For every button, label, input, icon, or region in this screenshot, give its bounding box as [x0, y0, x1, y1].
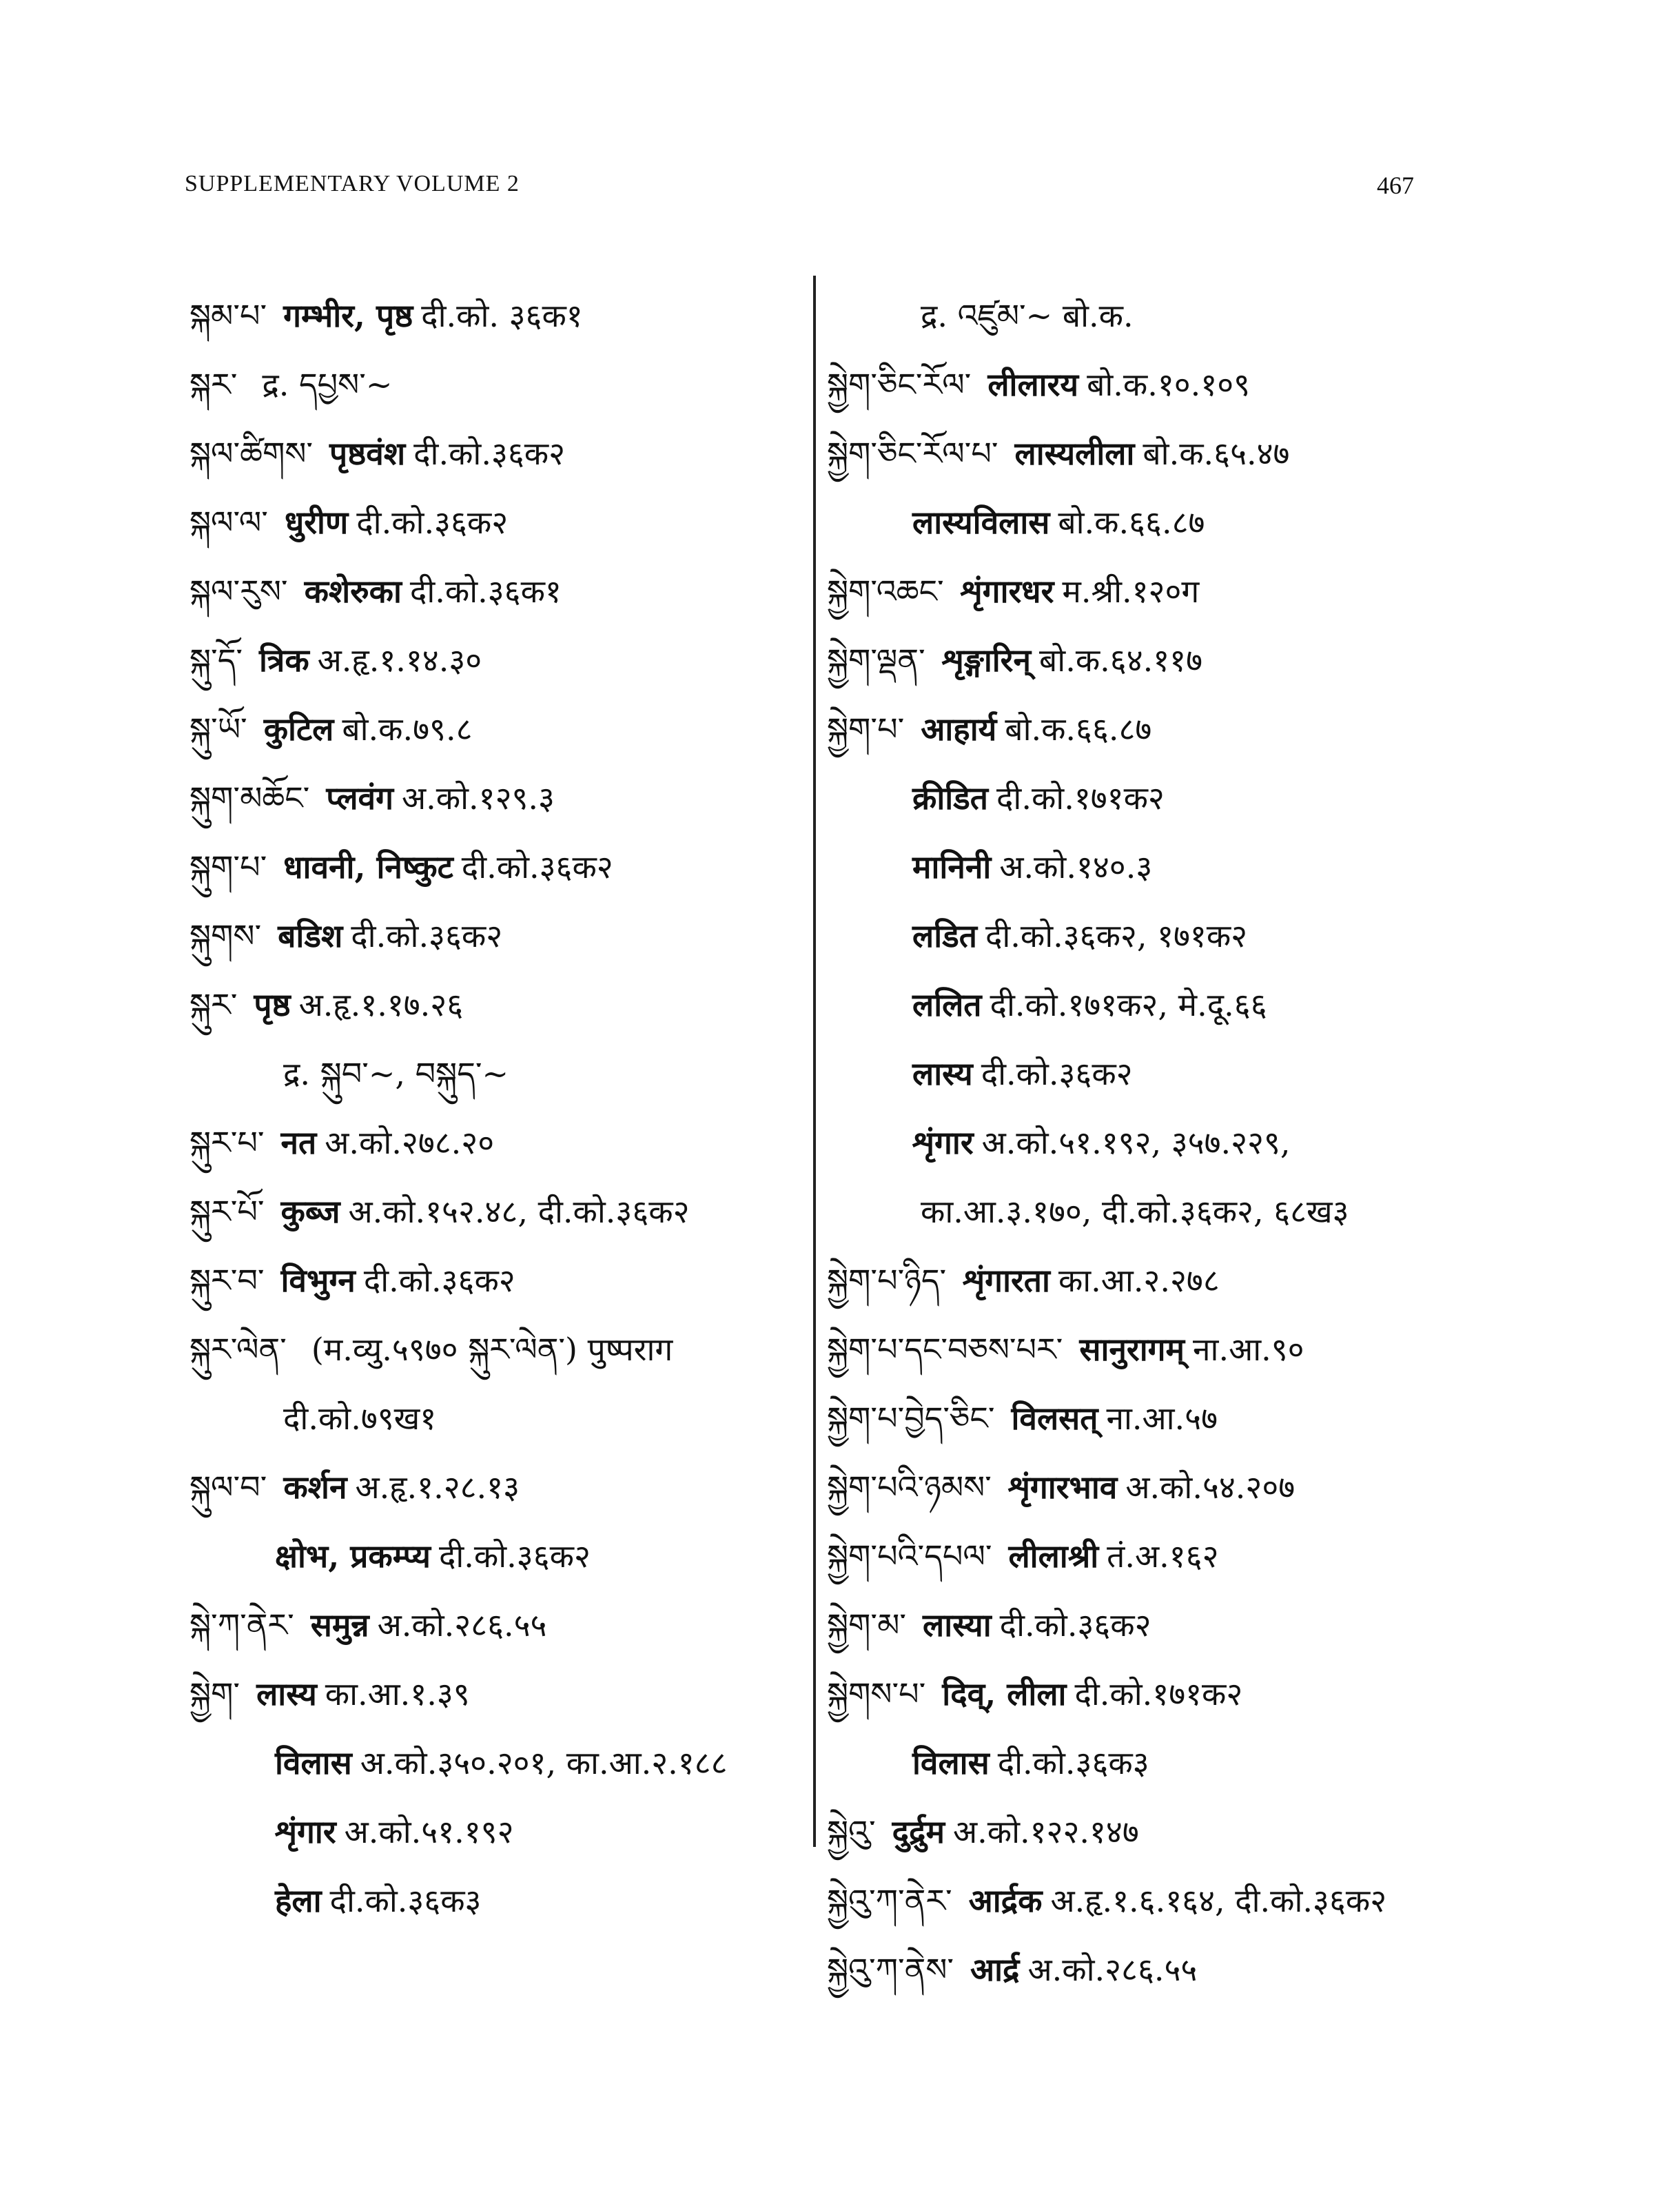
tibetan-headword: སྐལ་ལ་ — [189, 504, 268, 541]
source-reference: म.श्री.१२०ग — [1062, 573, 1200, 610]
tibetan-headword: སྐུར་ — [189, 986, 238, 1023]
source-reference: का.आ.१.३९ — [325, 1675, 470, 1713]
dictionary-entry — [189, 901, 796, 970]
tibetan-headword: སྐར་ — [189, 366, 238, 403]
source-reference: दी.को.१७१क२ — [1074, 1675, 1243, 1713]
source-reference: ना.आ.९० — [1193, 1331, 1304, 1368]
dictionary-entry — [827, 695, 1447, 764]
dictionary-entry — [827, 1384, 1447, 1453]
sanskrit-equivalent: लीलाश्री — [1008, 1537, 1099, 1575]
tibetan-headword: སྐུར་པོ་ — [189, 1193, 265, 1230]
source-reference: दी.को.३६क२ — [461, 848, 613, 886]
dictionary-entry — [189, 1453, 796, 1522]
sanskrit-equivalent: मानिनी — [912, 848, 992, 886]
source-reference: का.आ.२.२७८ — [1058, 1262, 1220, 1299]
source-reference: द्र. སྐུབ་~, བསྐུད་~ — [283, 1055, 509, 1092]
sanskrit-equivalent: धावनी, निष्कुट — [283, 848, 453, 886]
tibetan-headword: སྐུར་པ་ — [189, 1124, 265, 1161]
sanskrit-equivalent: कुब्ज — [280, 1193, 340, 1230]
source-reference: अ.हृ.१.१४.३० — [317, 642, 482, 679]
sanskrit-equivalent: लास्यविलास — [912, 504, 1050, 541]
dictionary-entry — [189, 1522, 796, 1591]
left-column — [189, 281, 796, 1935]
dictionary-entry — [827, 1935, 1447, 2004]
tibetan-headword: སྐྱེའུ་ཀ་ནེས་ — [827, 1951, 954, 1988]
tibetan-headword: སྐྱེག་པའི་ཉམས་ — [827, 1469, 992, 1506]
dictionary-entry — [189, 764, 796, 832]
sanskrit-equivalent: समुन्न — [310, 1606, 369, 1644]
source-reference: अ.को.५१.१९२, ३५७.२२९, — [981, 1124, 1291, 1161]
tibetan-headword: སྐལ་རུས་ — [189, 573, 288, 610]
sanskrit-equivalent: लास्य — [912, 1055, 973, 1092]
dictionary-entry — [189, 419, 796, 488]
source-reference: बो.क.१०.१०९ — [1087, 366, 1251, 403]
dictionary-entry — [189, 695, 796, 764]
source-reference: दी.को.७९ख१ — [283, 1400, 437, 1437]
sanskrit-equivalent: कर्शन — [283, 1469, 347, 1506]
sanskrit-equivalent: विलास — [275, 1744, 352, 1781]
source-reference: बो.क.६६.८७ — [1005, 711, 1152, 748]
tibetan-headword: སྐྱེགས་པ་ — [827, 1675, 926, 1713]
source-reference: अ.को.३५०.२०१, का.आ.२.१८८ — [360, 1744, 728, 1781]
dictionary-entry — [189, 626, 796, 695]
source-reference: अ.को.१४०.३ — [999, 848, 1153, 886]
source-reference: अ.को.५१.१९२ — [344, 1813, 514, 1850]
source-reference: दी.को.३६क२ — [438, 1537, 591, 1575]
source-reference: का.आ.३.१७०, दी.को.३६क२, ६८ख३ — [921, 1193, 1349, 1230]
sanskrit-equivalent: नत — [280, 1124, 317, 1161]
tibetan-headword: སྐྱེག་ལྡན་ — [827, 642, 925, 679]
source-reference: दी.को.१७१क२ — [996, 779, 1165, 817]
tibetan-headword: སྐྱེག་པ་དང་བཅས་པར་ — [827, 1331, 1063, 1368]
dictionary-entry — [189, 970, 796, 1039]
dictionary-entry — [189, 1177, 796, 1246]
sanskrit-equivalent: लास्यलीला — [1014, 435, 1135, 472]
source-reference: अ.को.२८६.५५ — [1027, 1951, 1198, 1988]
source-reference: दी.को.३६क२ — [351, 917, 503, 954]
source-reference: अ.हृ.१.६.१६४, दी.को.३६क२ — [1050, 1882, 1387, 1919]
source-reference: बो.क.६४.११७ — [1039, 642, 1202, 679]
dictionary-entry — [189, 1315, 796, 1384]
dictionary-entry — [827, 1522, 1447, 1591]
dictionary-entry — [189, 1384, 796, 1453]
right-column — [827, 281, 1447, 2004]
tibetan-headword: སྐྱེག་ — [189, 1675, 240, 1713]
dictionary-entry — [827, 488, 1447, 557]
sanskrit-equivalent: कुटिल — [263, 711, 334, 748]
source-reference: दी.को.३६क२ — [981, 1055, 1133, 1092]
source-reference: अ.हृ.१.२८.१३ — [355, 1469, 520, 1506]
source-reference: दी.को.३६क३ — [997, 1744, 1149, 1781]
dictionary-entry — [827, 1659, 1447, 1728]
tibetan-headword: སྐྱེག་པ་བྱེད་ཅིང་ — [827, 1400, 995, 1437]
sanskrit-equivalent: विभुग्न — [280, 1262, 356, 1299]
sanskrit-equivalent: क्रीडित — [912, 779, 988, 817]
tibetan-headword: སྐྱེག་འཆང་ — [827, 573, 944, 610]
tibetan-headword: སྐྱེའུ་ཀ་ནེར་ — [827, 1882, 952, 1919]
dictionary-entry — [827, 1866, 1447, 1935]
page-number: 467 — [1377, 172, 1414, 199]
dictionary-entry — [827, 419, 1447, 488]
sanskrit-equivalent: शृंगारता — [963, 1262, 1050, 1299]
source-reference: दी.को.३६क२ — [413, 435, 566, 472]
tibetan-headword: སྐྱེག་ཅིང་རོལ་ — [827, 366, 972, 403]
sanskrit-equivalent: शृङ्गारिन् — [941, 642, 1032, 679]
column-divider — [813, 276, 816, 1847]
dictionary-entry — [827, 970, 1447, 1039]
sanskrit-equivalent: आर्द्रक — [968, 1882, 1043, 1919]
dictionary-entry — [189, 1728, 796, 1797]
dictionary-entry — [189, 1659, 796, 1728]
sanskrit-equivalent: लडित — [912, 917, 977, 954]
dictionary-entry — [189, 488, 796, 557]
tibetan-headword: སྐམ་པ་ — [189, 297, 267, 334]
sanskrit-equivalent: ललित — [912, 986, 982, 1023]
tibetan-headword: སྐུལ་བ་ — [189, 1469, 267, 1506]
tibetan-headword: སྐུར་ལེན་ — [189, 1331, 287, 1368]
source-reference: द्र. དཔྱས་~ — [262, 366, 393, 403]
sanskrit-equivalent: विलसत् — [1011, 1400, 1098, 1437]
dictionary-entry — [827, 350, 1447, 419]
source-reference: दी.को. ३६क१ — [421, 297, 583, 334]
tibetan-headword: སྐུ་ཡོ་ — [189, 711, 247, 748]
source-reference: अ.को.२७८.२० — [325, 1124, 495, 1161]
dictionary-entry — [189, 832, 796, 901]
source-reference: अ.को.१२२.१४७ — [953, 1813, 1139, 1850]
sanskrit-equivalent: लास्या — [923, 1606, 992, 1644]
dictionary-entry — [189, 350, 796, 419]
sanskrit-equivalent: हेला — [275, 1882, 322, 1919]
source-reference: दी.को.३६क२ — [999, 1606, 1151, 1644]
running-head: SUPPLEMENTARY VOLUME 2 — [185, 171, 520, 196]
dictionary-entry — [827, 764, 1447, 832]
source-reference: अ.को.५४.२०७ — [1125, 1469, 1295, 1506]
dictionary-entry — [827, 1728, 1447, 1797]
dictionary-entry — [827, 1315, 1447, 1384]
source-reference: अ.को.२८६.५५ — [377, 1606, 547, 1644]
sanskrit-equivalent: गम्भीर, पृष्ठ — [283, 297, 413, 334]
source-reference: बो.क.६५.४७ — [1143, 435, 1290, 472]
tibetan-headword: སྐུ་དོ་ — [189, 642, 243, 679]
source-reference: बो.क.६६.८७ — [1058, 504, 1205, 541]
source-reference: बो.क.७९.८ — [342, 711, 473, 748]
source-reference: तं.अ.१६२ — [1107, 1537, 1219, 1575]
dictionary-entry — [827, 832, 1447, 901]
dictionary-entry — [827, 1797, 1447, 1866]
sanskrit-equivalent: शृंगारधर — [960, 573, 1054, 610]
source-reference: अ.को.१५२.४८, दी.को.३६क२ — [348, 1193, 690, 1230]
dictionary-entry — [827, 1177, 1447, 1246]
sanskrit-equivalent: विलास — [912, 1744, 990, 1781]
dictionary-entry — [189, 1866, 796, 1935]
sanskrit-equivalent: त्रिक — [259, 642, 309, 679]
dictionary-entry — [827, 281, 1447, 350]
tibetan-headword: སྐལ་ཚིགས་ — [189, 435, 314, 472]
source-reference: (म.व्यु.५९७० སྐུར་ལེན་) पुष्पराग — [311, 1331, 673, 1368]
sanskrit-equivalent: पृष्ठवंश — [329, 435, 406, 472]
source-reference: दी.को.३६क२ — [356, 504, 509, 541]
tibetan-headword: སྐྱེག་ཅིང་རོལ་པ་ — [827, 435, 998, 472]
sanskrit-equivalent: सानुरागम् — [1079, 1331, 1185, 1368]
sanskrit-equivalent: दिव्, लीला — [942, 1675, 1067, 1713]
sanskrit-equivalent: लीलारय — [987, 366, 1079, 403]
tibetan-headword: སྐུགས་ — [189, 917, 262, 954]
dictionary-entry — [189, 1246, 796, 1315]
sanskrit-equivalent: शृंगार — [275, 1813, 336, 1850]
sanskrit-equivalent: धुरीण — [284, 504, 349, 541]
tibetan-headword: སྐུར་བ་ — [189, 1262, 265, 1299]
dictionary-entry — [189, 1797, 796, 1866]
source-reference: अ.को.१२९.३ — [402, 779, 555, 817]
dictionary-entry — [189, 1039, 796, 1108]
dictionary-entry — [827, 1453, 1447, 1522]
dictionary-entry — [189, 557, 796, 626]
sanskrit-equivalent: आहार्य — [921, 711, 997, 748]
dictionary-entry — [189, 1108, 796, 1177]
sanskrit-equivalent: कशेरुका — [304, 573, 402, 610]
tibetan-headword: སྐྱེག་པའི་དཔལ་ — [827, 1537, 992, 1575]
dictionary-entry — [827, 1246, 1447, 1315]
sanskrit-equivalent: आर्द्र — [970, 1951, 1020, 1988]
tibetan-headword: སྐྱེའུ་ — [827, 1813, 876, 1850]
source-reference: दी.को.३६क२, १७१क२ — [985, 917, 1248, 954]
sanskrit-equivalent: दुर्द्रुम — [892, 1813, 945, 1850]
dictionary-entry — [189, 281, 796, 350]
sanskrit-equivalent: क्षोभ, प्रकम्प्य — [275, 1537, 431, 1575]
tibetan-headword: སྐྱེག་མ་ — [827, 1606, 907, 1644]
source-reference: अ.हृ.१.१७.२६ — [298, 986, 464, 1023]
source-reference: दी.को.३६क२ — [363, 1262, 515, 1299]
dictionary-entry — [827, 1591, 1447, 1659]
source-reference: दी.को.३६क१ — [409, 573, 562, 610]
source-reference: दी.को.१७१क२, मे.दू.६६ — [990, 986, 1267, 1023]
sanskrit-equivalent: प्लवंग — [326, 779, 394, 817]
sanskrit-equivalent: पृष्ठ — [254, 986, 291, 1023]
sanskrit-equivalent: शृंगारभाव — [1007, 1469, 1118, 1506]
dictionary-entry — [827, 1039, 1447, 1108]
dictionary-entry — [827, 901, 1447, 970]
dictionary-entry — [827, 557, 1447, 626]
dictionary-entry — [189, 1591, 796, 1659]
tibetan-headword: སྐུག་པ་ — [189, 848, 267, 886]
source-reference: द्र. འཛུམ་~ बो.क. — [921, 297, 1134, 334]
dictionary-entry — [827, 1108, 1447, 1177]
tibetan-headword: སྐུག་མཆོང་ — [189, 779, 310, 817]
sanskrit-equivalent: बडिश — [278, 917, 343, 954]
tibetan-headword: སྐེ་ཀ་ནེར་ — [189, 1606, 294, 1644]
tibetan-headword: སྐྱེག་པ་ཉིད་ — [827, 1262, 947, 1299]
tibetan-headword: སྐྱེག་པ་ — [827, 711, 905, 748]
sanskrit-equivalent: लास्य — [256, 1675, 317, 1713]
sanskrit-equivalent: शृंगार — [912, 1124, 974, 1161]
source-reference: ना.आ.५७ — [1106, 1400, 1218, 1437]
dictionary-entry — [827, 626, 1447, 695]
source-reference: दी.को.३६क३ — [329, 1882, 482, 1919]
